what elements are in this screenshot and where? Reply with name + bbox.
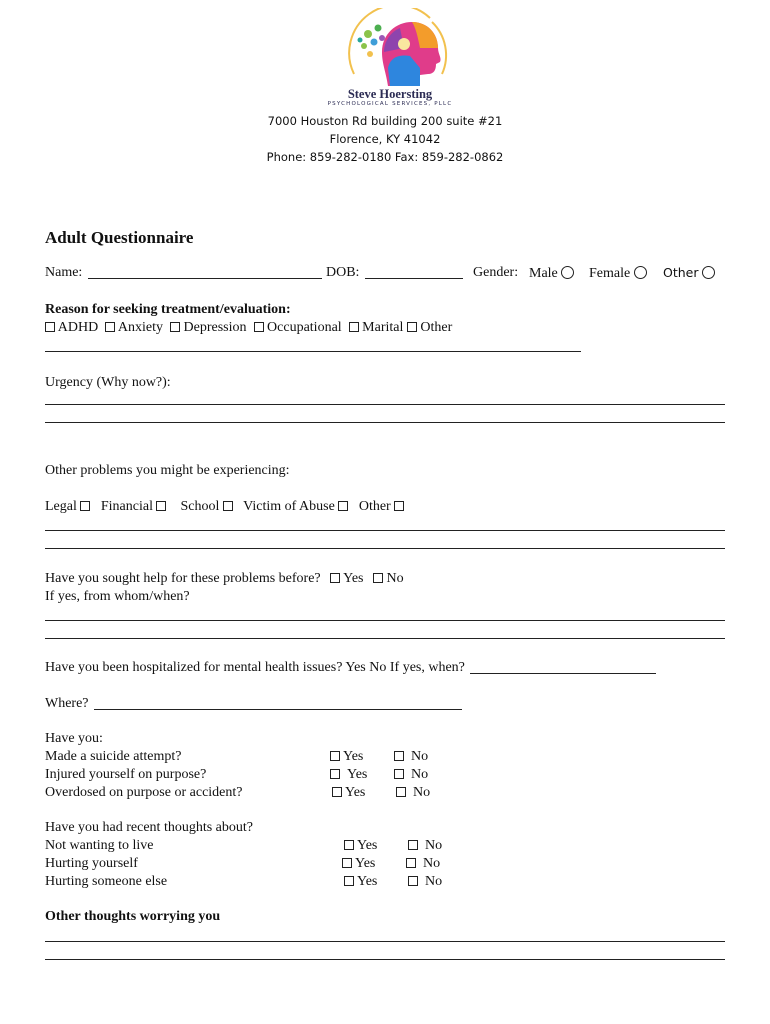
reason-other[interactable] [407, 320, 452, 335]
gender-option-female[interactable] [589, 266, 647, 281]
gender-female-radio[interactable] [634, 266, 647, 279]
hurting-self-yes[interactable] [342, 857, 375, 871]
sought-help-no-checkbox[interactable] [373, 573, 383, 583]
recent-thoughts-item-2: Hurting yourself [45, 856, 138, 871]
not-wanting-live-no-checkbox[interactable] [408, 840, 418, 850]
recent-thoughts-item-1: Not wanting to live [45, 838, 154, 853]
gender-female-label: Female [589, 266, 631, 281]
gender-other-radio[interactable] [702, 266, 715, 279]
have-you-item-3: Overdosed on purpose or accident? [45, 785, 243, 800]
reason-other-line[interactable] [45, 351, 581, 352]
suicide-attempt-yes[interactable] [330, 750, 363, 764]
hurting-others-yes-label: Yes [356, 874, 378, 889]
name-field[interactable] [88, 266, 322, 279]
name-row [45, 266, 322, 280]
problem-financial-checkbox[interactable] [156, 501, 166, 511]
where-row [45, 697, 462, 711]
dob-row [326, 266, 463, 280]
problem-financial[interactable] [101, 499, 167, 514]
reason-anxiety-checkbox[interactable] [105, 322, 115, 332]
reason-adhd-checkbox[interactable] [45, 322, 55, 332]
problem-abuse[interactable] [243, 499, 348, 514]
sought-help-row [45, 572, 404, 586]
sought-help-line-2[interactable] [45, 638, 725, 639]
problem-school-checkbox[interactable] [223, 501, 233, 511]
suicide-attempt-yes-checkbox[interactable] [330, 751, 340, 761]
problem-legal-label: Legal [45, 499, 77, 514]
hospitalized-row [45, 661, 656, 675]
other-problems-line-1[interactable] [45, 530, 725, 531]
problem-school-label: School [180, 499, 220, 514]
problem-financial-label: Financial [100, 499, 153, 514]
overdosed-no[interactable] [396, 786, 430, 800]
head-profile-logo-icon [320, 8, 460, 88]
where-field[interactable] [94, 697, 462, 710]
suicide-attempt-no[interactable] [394, 750, 428, 764]
reason-heading: Reason for seeking treatment/evaluation: [45, 302, 291, 317]
reason-depression-checkbox[interactable] [170, 322, 180, 332]
sought-help-line-1[interactable] [45, 620, 725, 621]
suicide-attempt-no-label: No [411, 749, 429, 764]
city-line: Florence, KY 41042 [329, 132, 441, 146]
problem-school[interactable] [180, 499, 232, 514]
reason-other-checkbox[interactable] [407, 322, 417, 332]
suicide-attempt-yes-label: Yes [342, 749, 364, 764]
reason-depression-label: Depression [183, 320, 247, 335]
not-wanting-live-yes-label: Yes [356, 838, 378, 853]
overdosed-yes-checkbox[interactable] [332, 787, 342, 797]
hurting-self-no[interactable] [406, 857, 440, 871]
other-thoughts-line-1[interactable] [45, 941, 725, 942]
urgency-line-2[interactable] [45, 422, 725, 423]
sought-help-yes-checkbox[interactable] [330, 573, 340, 583]
other-thoughts-line-2[interactable] [45, 959, 725, 960]
form-title: Adult Questionnaire [45, 228, 194, 247]
reason-marital-checkbox[interactable] [349, 322, 359, 332]
have-you-item-1: Made a suicide attempt? [45, 749, 182, 764]
gender-other-label: Other [663, 265, 699, 280]
hurting-self-no-label: No [423, 856, 441, 871]
not-wanting-live-no[interactable] [408, 839, 442, 853]
problem-other[interactable] [359, 499, 404, 514]
overdosed-yes[interactable] [332, 786, 365, 800]
sought-help-question: Have you sought help for these problems before? [45, 571, 321, 586]
problem-abuse-label: Victim of Abuse [243, 499, 335, 514]
reason-depression[interactable] [170, 320, 247, 335]
phone-line: Phone: 859-282-0180 Fax: 859-282-0862 [266, 150, 504, 164]
other-thoughts-heading: Other thoughts worrying you [45, 909, 221, 924]
reason-occupational[interactable] [254, 320, 342, 335]
reason-anxiety[interactable] [105, 320, 163, 335]
injured-no[interactable] [394, 768, 428, 782]
recent-thoughts-item-3: Hurting someone else [45, 874, 168, 889]
reason-marital[interactable] [349, 320, 404, 335]
injured-yes-label: Yes [347, 767, 368, 782]
injured-yes[interactable] [330, 768, 367, 782]
reason-adhd-label: ADHD [57, 320, 99, 335]
recent-thoughts-label: Have you had recent thoughts about? [45, 820, 253, 835]
hurting-self-yes-checkbox[interactable] [342, 858, 352, 868]
not-wanting-live-yes-checkbox[interactable] [344, 840, 354, 850]
reason-other-label: Other [420, 320, 453, 335]
reason-marital-label: Marital [362, 320, 404, 335]
overdosed-yes-label: Yes [344, 785, 366, 800]
problem-other-checkbox[interactable] [394, 501, 404, 511]
problem-legal-checkbox[interactable] [80, 501, 90, 511]
suicide-attempt-no-checkbox[interactable] [394, 751, 404, 761]
hurting-self-no-checkbox[interactable] [406, 858, 416, 868]
injured-yes-checkbox[interactable] [330, 769, 340, 779]
hurting-self-yes-label: Yes [354, 856, 376, 871]
logo-name: Steve Hoersting [347, 87, 433, 101]
other-problems-row [45, 500, 404, 514]
not-wanting-live-no-label: No [425, 838, 443, 853]
gender-option-male[interactable] [529, 266, 574, 281]
have-you-item-2: Injured yourself on purpose? [45, 767, 207, 782]
overdosed-no-label: No [413, 785, 431, 800]
address-line: 7000 Houston Rd building 200 suite #21 [267, 114, 503, 128]
practice-logo [320, 8, 460, 108]
sought-help-no-label: No [386, 571, 404, 586]
hurting-others-no-checkbox[interactable] [408, 876, 418, 886]
reason-options-row [45, 321, 452, 335]
overdosed-no-checkbox[interactable] [396, 787, 406, 797]
reason-adhd[interactable] [45, 320, 98, 335]
gender-male-radio[interactable] [561, 266, 574, 279]
reason-anxiety-label: Anxiety [117, 320, 164, 335]
reason-occupational-label: Occupational [267, 320, 342, 335]
problem-legal[interactable] [45, 499, 90, 514]
have-you-label: Have you: [45, 731, 103, 746]
hospitalized-when-field[interactable] [470, 661, 656, 674]
not-wanting-live-yes[interactable] [344, 839, 377, 853]
gender-male-label: Male [529, 266, 558, 281]
name-label: Name: [45, 265, 83, 280]
reason-occupational-checkbox[interactable] [254, 322, 264, 332]
hospitalized-question: Have you been hospitalized for mental health issues? Yes No If yes, when? [45, 660, 465, 675]
hurting-others-no-label: No [425, 874, 443, 889]
other-problems-line-2[interactable] [45, 548, 725, 549]
where-label: Where? [45, 696, 89, 711]
hurting-others-yes-checkbox[interactable] [344, 876, 354, 886]
hurting-others-no[interactable] [408, 875, 442, 889]
dob-label: DOB: [326, 265, 360, 280]
urgency-label: Urgency (Why now?): [45, 375, 171, 390]
gender-option-other[interactable] [663, 266, 715, 281]
other-problems-label: Other problems you might be experiencing: [45, 463, 290, 478]
dob-field[interactable] [365, 266, 463, 279]
urgency-line-1[interactable] [45, 404, 725, 405]
logo-subtitle: PSYCHOLOGICAL SERVICES, PLLC [327, 101, 453, 107]
hurting-others-yes[interactable] [344, 875, 377, 889]
problem-abuse-checkbox[interactable] [338, 501, 348, 511]
injured-no-label: No [411, 767, 429, 782]
injured-no-checkbox[interactable] [394, 769, 404, 779]
sought-help-yes-label: Yes [343, 571, 364, 586]
if-yes-whom-label: If yes, from whom/when? [45, 589, 190, 604]
gender-label: Gender: [473, 265, 519, 280]
problem-other-label: Other [358, 499, 391, 514]
